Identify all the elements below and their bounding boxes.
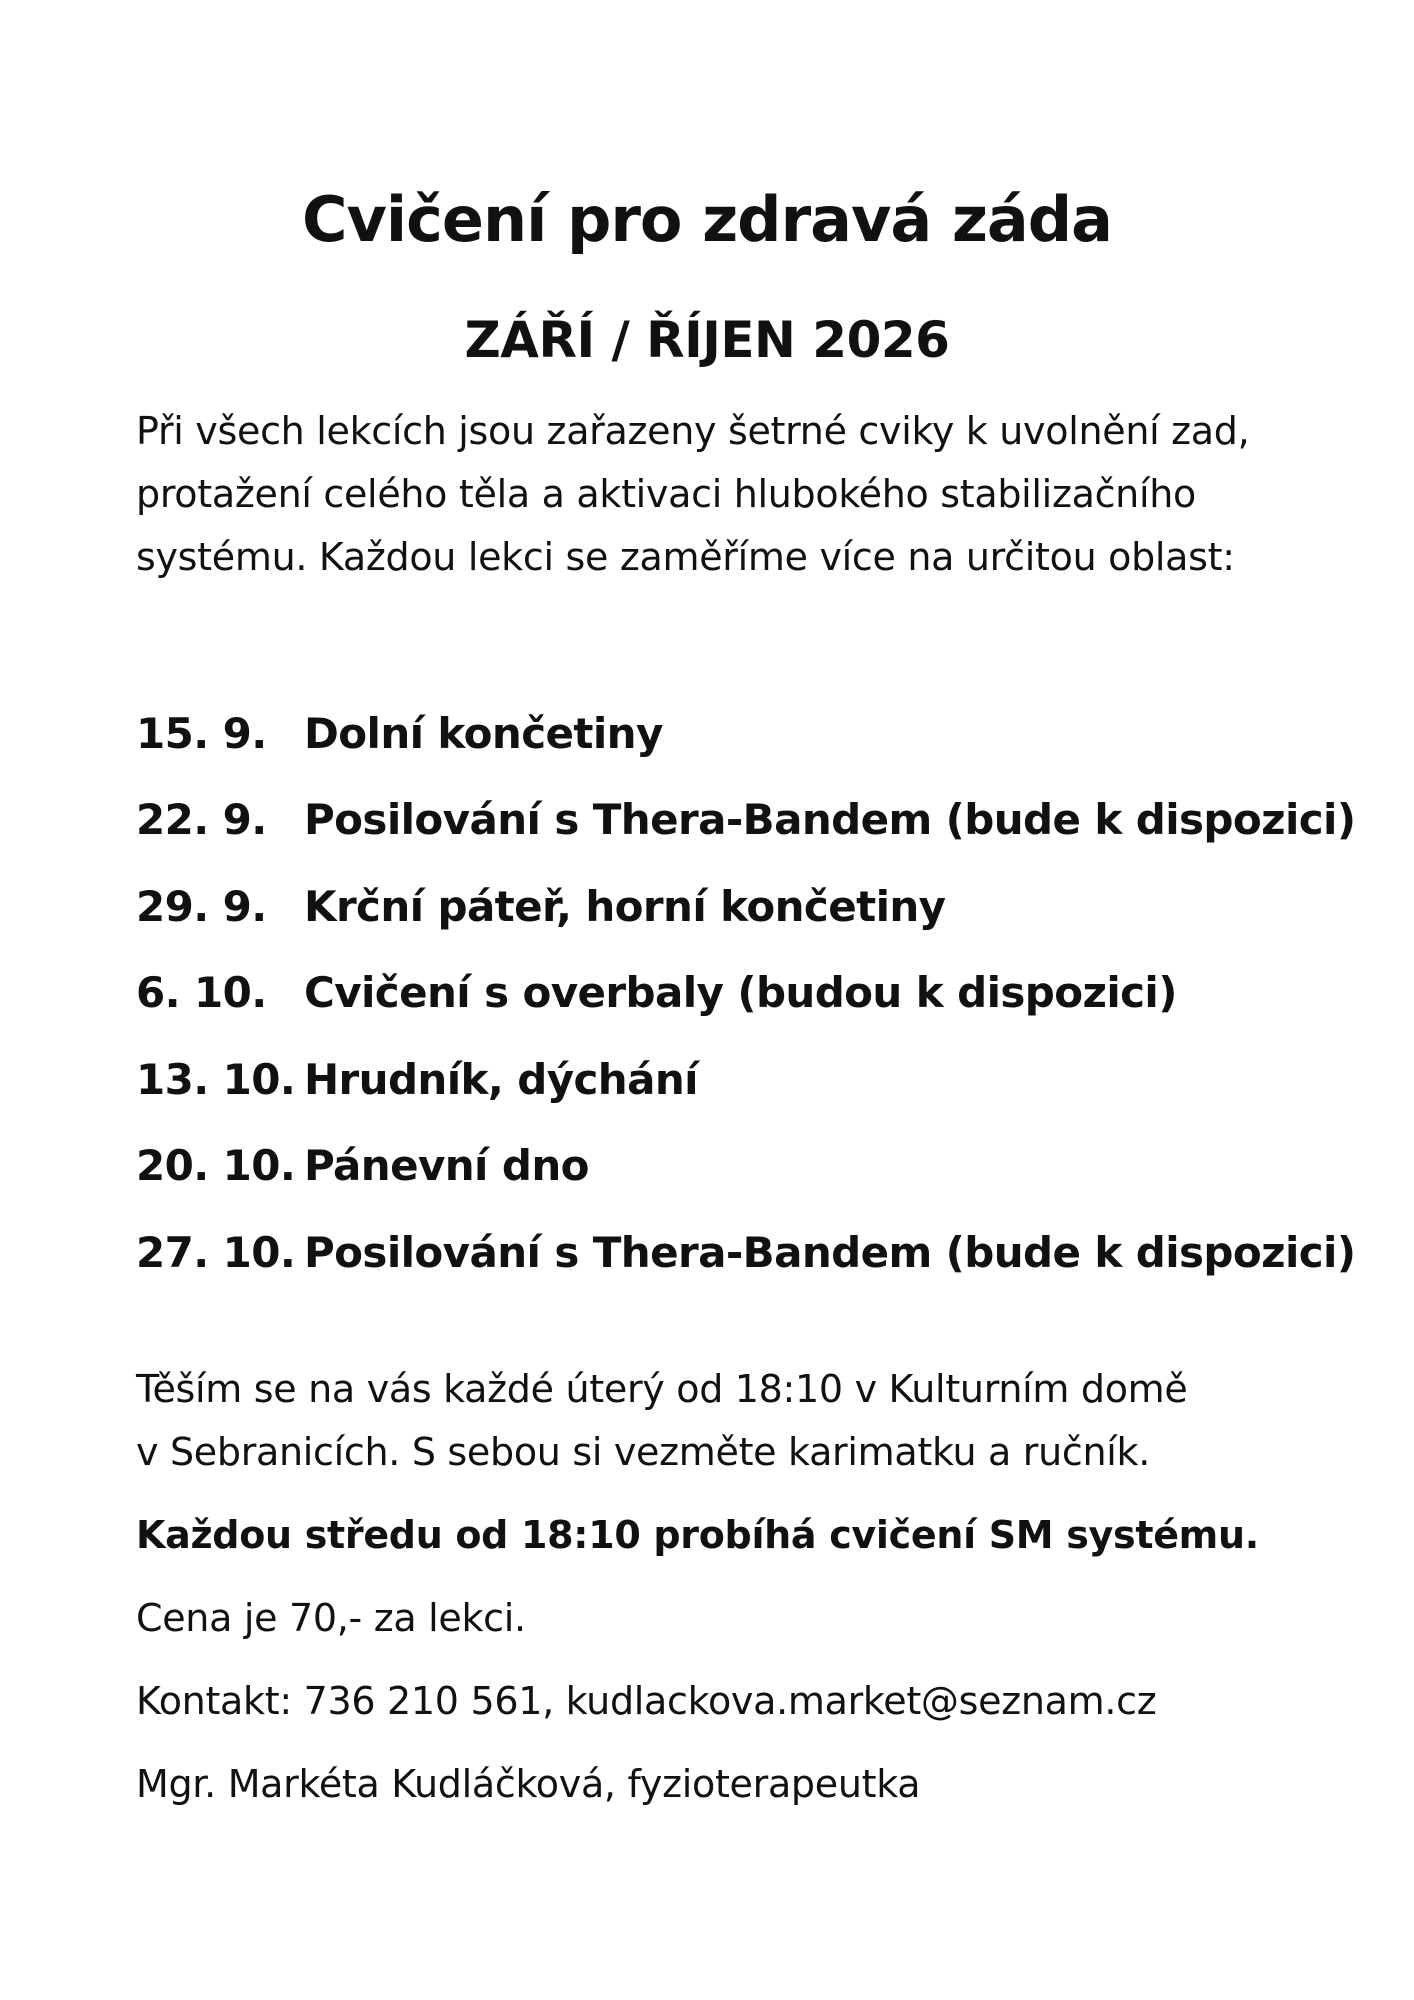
schedule-row [136, 863, 1356, 950]
schedule-row [136, 1209, 1356, 1296]
lesson-topic: Cvičení s overbaly (budou k dispozici) [304, 968, 1177, 1018]
invite-line: v Sebranicích. S sebou si vezměte karimatku a ručník. [136, 1430, 1151, 1474]
wednesday-note: Každou středu od 18:10 probíhá cvičení SM systému. [136, 1513, 1259, 1557]
page-subtitle: ZÁŘÍ / ŘÍJEN 2026 [464, 311, 950, 369]
invite-line: Těším se na vás každé úterý od 18:10 v Kulturním domě [136, 1367, 1188, 1411]
lesson-date: 29. 9. [136, 881, 267, 931]
lesson-date: 22. 9. [136, 795, 267, 845]
lesson-date: 6. 10. [136, 968, 267, 1018]
lesson-topic: Posilování s Thera-Bandem (bude k dispozici) [304, 1227, 1356, 1277]
footer-info [136, 1358, 1336, 1816]
price-text: Cena je 70,- za lekci. [136, 1596, 526, 1640]
lesson-topic: Dolní končetiny [304, 708, 663, 758]
lesson-topic: Posilování s Thera-Bandem (bude k dispozici) [304, 795, 1356, 845]
lesson-topic: Krční páteř, horní končetiny [304, 881, 946, 931]
schedule-row [136, 1123, 1356, 1210]
page-title: Cvičení pro zdravá záda [302, 183, 1112, 256]
intro-line: protažení celého těla a aktivaci hlubokého stabilizačního [136, 472, 1196, 516]
schedule-row [136, 1036, 1356, 1123]
schedule-row [136, 950, 1356, 1037]
author-signature: Mgr. Markéta Kudláčková, fyzioterapeutka [136, 1762, 921, 1806]
lesson-date: 20. 10. [136, 1141, 296, 1191]
intro-paragraph [136, 400, 1316, 589]
schedule-row [136, 690, 1356, 777]
intro-line: Při všech lekcích jsou zařazeny šetrné cviky k uvolnění zad, [136, 409, 1250, 453]
lesson-date: 13. 10. [136, 1054, 296, 1104]
lesson-date: 27. 10. [136, 1227, 296, 1277]
intro-line: systému. Každou lekci se zaměříme více na určitou oblast: [136, 535, 1235, 579]
lesson-topic: Hrudník, dýchání [304, 1054, 698, 1104]
lesson-topic: Pánevní dno [304, 1141, 589, 1191]
contact-text: Kontakt: 736 210 561, kudlackova.market@seznam.cz [136, 1679, 1157, 1723]
lesson-date: 15. 9. [136, 708, 267, 758]
lesson-schedule [136, 690, 1356, 1296]
schedule-row [136, 777, 1356, 864]
